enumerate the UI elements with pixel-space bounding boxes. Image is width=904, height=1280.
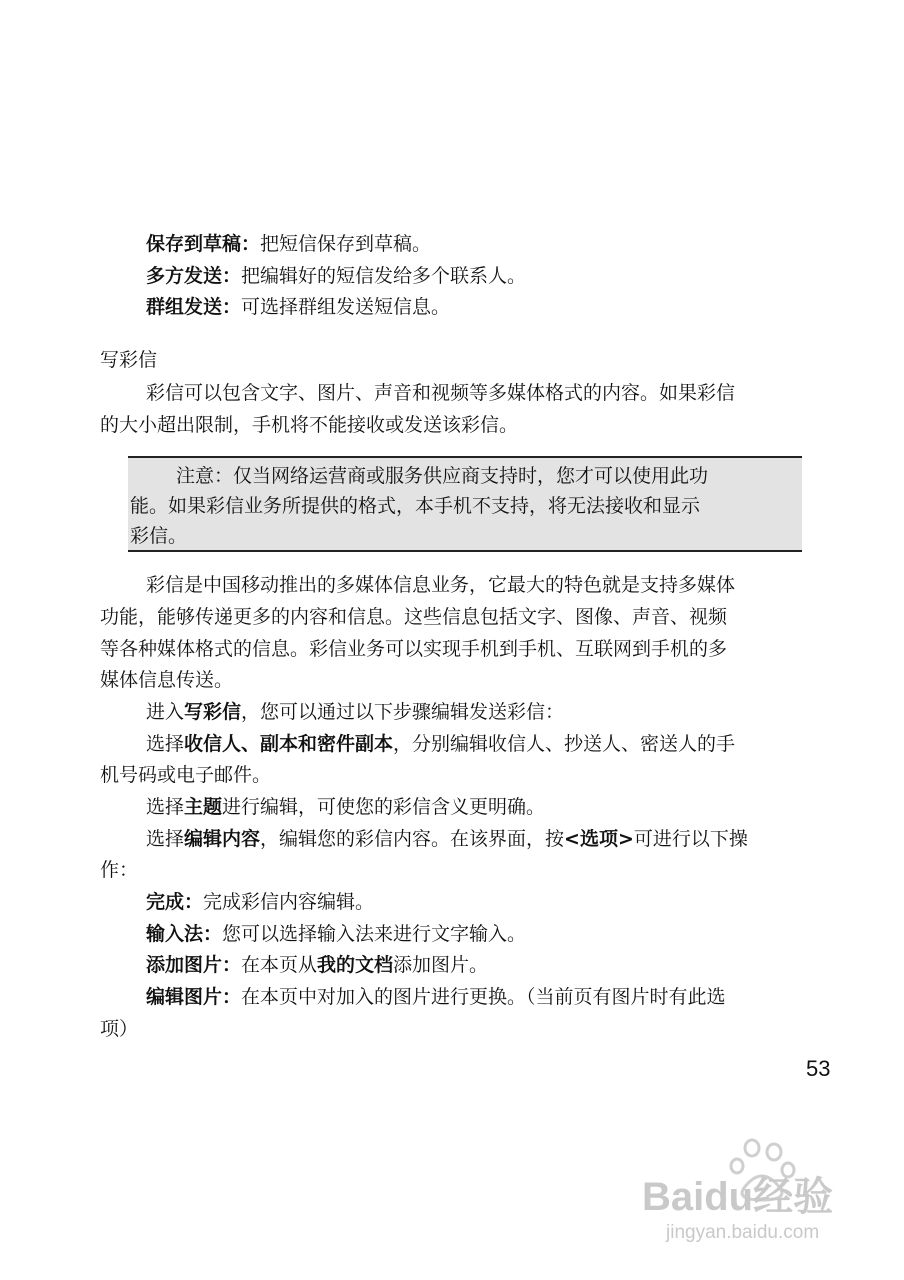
intro-line-2: 的大小超出限制，手机将不能接收或发送该彩信。 (100, 414, 519, 436)
option-edit-picture-cont: 项） (100, 1018, 139, 1040)
step-edit-content: 选择编辑内容，编辑您的彩信内容。在该界面，按<选项>可进行以下操 (146, 828, 748, 850)
option-edit-picture: 编辑图片：在本页中对加入的图片进行更换。（当前页有图片时有此选 (146, 986, 726, 1008)
option-done: 完成：完成彩信内容编辑。 (146, 891, 375, 913)
body-line-1: 彩信是中国移动推出的多媒体信息业务，它最大的特色就是支持多媒体 (146, 574, 736, 596)
option-input-method: 输入法：您可以选择输入法来进行文字输入。 (146, 923, 527, 945)
watermark-url: jingyan.baidu.com (666, 1222, 820, 1243)
body-line-4: 媒体信息传送。 (100, 669, 234, 691)
step-subject: 选择主题进行编辑，可使您的彩信含义更明确。 (146, 796, 546, 818)
body-line-2: 功能，能够传递更多的内容和信息。这些信息包括文字、图像、声音、视频 (100, 606, 728, 628)
note-box (128, 456, 802, 552)
menu-item-group-send: 群组发送：可选择群组发送短信息。 (146, 296, 451, 318)
note-line-3: 彩信。 (130, 525, 188, 547)
note-line-1: 注意：仅当网络运营商或服务供应商支持时，您才可以使用此功 (176, 465, 709, 487)
section-title: 写彩信 (100, 349, 158, 371)
menu-item-save-draft: 保存到草稿：把短信保存到草稿。 (146, 233, 432, 255)
step-recipients-cont: 机号码或电子邮件。 (100, 764, 272, 786)
body-line-3: 等各种媒体格式的信息。彩信业务可以实现手机到手机、互联网到手机的多 (100, 638, 728, 660)
watermark-brand: Baidu经验 (642, 1175, 834, 1219)
baidu-watermark (640, 1138, 880, 1248)
step-edit-content-cont: 作： (100, 859, 139, 881)
menu-item-multi-send: 多方发送：把编辑好的短信发给多个联系人。 (146, 265, 527, 287)
step-enter-mms: 进入写彩信，您可以通过以下步骤编辑发送彩信： (146, 701, 565, 723)
option-add-picture: 添加图片：在本页从我的文档添加图片。 (146, 954, 489, 976)
intro-line-1: 彩信可以包含文字、图片、声音和视频等多媒体格式的内容。如果彩信 (146, 382, 736, 404)
page-number: 53 (806, 1056, 831, 1081)
note-line-2: 能。如果彩信业务所提供的格式，本手机不支持，将无法接收和显示 (130, 495, 701, 517)
step-recipients: 选择收信人、副本和密件副本，分别编辑收信人、抄送人、密送人的手 (146, 733, 736, 755)
